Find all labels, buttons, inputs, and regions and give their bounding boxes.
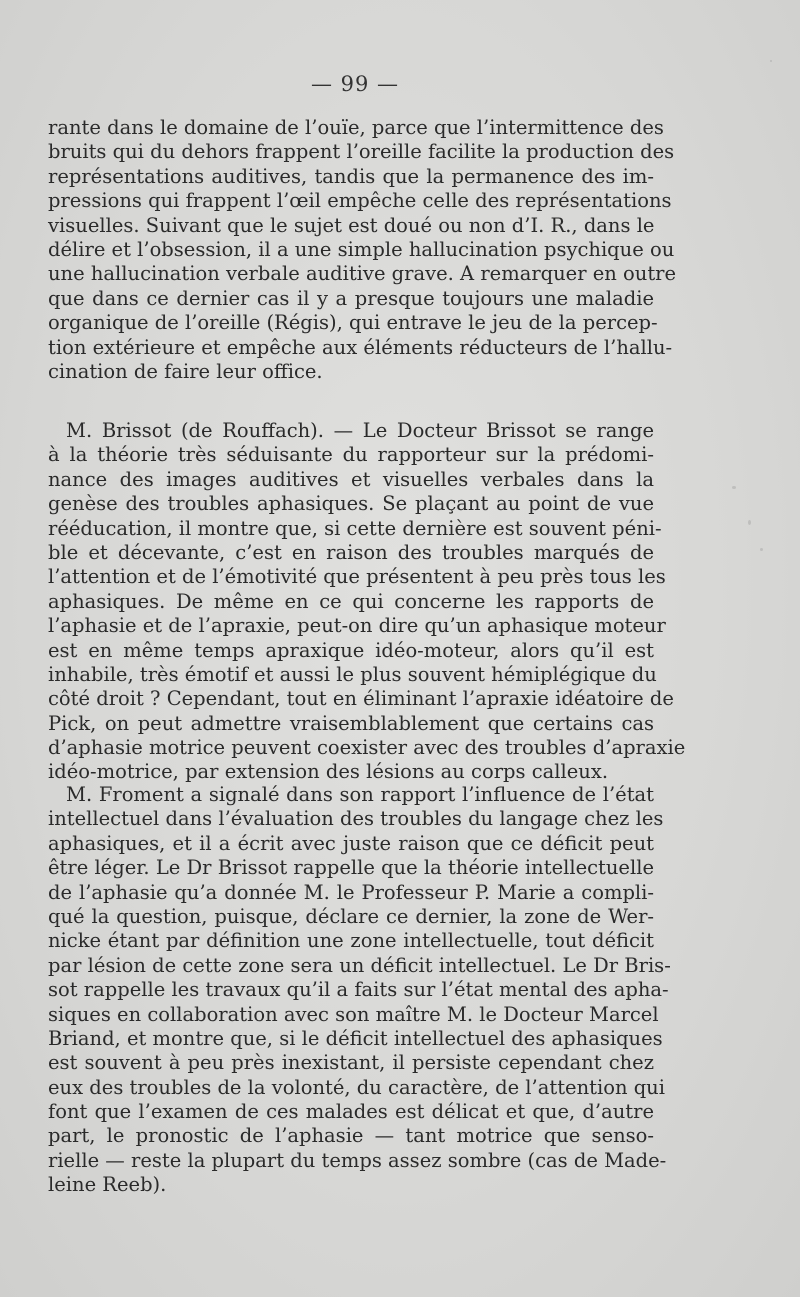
- text-line: de l’aphasie qu’a donnée M. le Professeur P. Marie a compli-: [48, 880, 654, 904]
- text-line: M. Froment a signalé dans son rapport l’influence de l’état: [66, 783, 654, 806]
- text-line: bruits qui du dehors frappent l’oreille facilite la production des: [48, 140, 675, 164]
- text-line: M. Brissot (de Rouffach). — Le Docteur Brissot se range: [66, 419, 654, 442]
- text-line: intellectuel dans l’évaluation des troubles du langage chez les: [48, 807, 664, 831]
- text-line: représentations auditives, tandis que la permanence des im-: [48, 164, 654, 188]
- text-line: par lésion de cette zone sera un déficit intellectuel. Le Dr Bris-: [48, 953, 671, 977]
- paragraph-2: [48, 419, 686, 785]
- text-line: l’aphasie et de l’apraxie, peut-on dire qu’un aphasique moteur: [48, 614, 666, 638]
- text-line: d’aphasie motrice peuvent coexister avec des troubles d’apraxie: [48, 736, 686, 760]
- text-line: est en même temps apraxique idéo-moteur, alors qu’il est: [48, 638, 654, 662]
- text-line: Pick, on peut admettre vraisemblablement que certains cas: [48, 711, 654, 735]
- text-line: genèse des troubles aphasiques. Se plaçant au point de vue: [48, 492, 654, 516]
- text-line: siques en collaboration avec son maître M. le Docteur Marcel: [48, 1002, 659, 1026]
- text-line: que dans ce dernier cas il y a presque toujours une maladie: [48, 286, 654, 310]
- text-line: côté droit ? Cependant, tout en éliminant l’apraxie idéatoire de: [48, 687, 674, 711]
- text-line: part, le pronostic de l’aphasie — tant motrice que senso-: [48, 1124, 654, 1148]
- text-line: rielle — reste la plupart du temps assez sombre (cas de Made-: [48, 1148, 667, 1172]
- text-line: organique de l’oreille (Régis), qui entrave le jeu de la percep-: [48, 311, 658, 335]
- text-line: leine Reeb).: [48, 1173, 167, 1197]
- text-line: inhabile, très émotif et aussi le plus souvent hémiplégique du: [48, 662, 657, 686]
- text-line: pressions qui frappent l’œil empêche celle des représentations: [48, 189, 672, 213]
- text-line: font que l’examen de ces malades est délicat et que, d’autre: [48, 1100, 654, 1124]
- paper-speck: [748, 520, 751, 525]
- text-line: nicke étant par définition une zone intellectuelle, tout déficit: [48, 929, 654, 953]
- paragraph-3: [48, 783, 671, 1198]
- text-line: tion extérieure et empêche aux éléments réducteurs de l’hallu-: [48, 335, 673, 359]
- text-line: idéo-motrice, par extension des lésions au corps calleux.: [48, 760, 609, 784]
- text-line: aphasiques, et il a écrit avec juste raison que ce déficit peut: [48, 831, 654, 855]
- paper-speck: [732, 486, 736, 489]
- text-line: aphasiques. De même en ce qui concerne les rapports de: [48, 589, 654, 613]
- text-line: rééducation, il montre que, si cette dernière est souvent péni-: [48, 516, 662, 540]
- text-line: visuelles. Suivant que le sujet est doué ou non d’I. R., dans le: [48, 213, 655, 237]
- text-line: une hallucination verbale auditive grave. A remarquer en outre: [48, 262, 677, 286]
- text-line: eux des troubles de la volonté, du caractère, de l’attention qui: [48, 1075, 665, 1099]
- text-line: sot rappelle les travaux qu’il a faits sur l’état mental des apha-: [48, 978, 669, 1002]
- paper-speck: [760, 548, 763, 551]
- text-line: Briand, et montre que, si le déficit intellectuel des aphasiques: [48, 1026, 663, 1050]
- paragraph-1: [48, 116, 677, 384]
- paper-speck: [770, 60, 772, 62]
- text-line: délire et l’obsession, il a une simple hallucination psychique ou: [48, 237, 675, 261]
- text-line: ble et décevante, c’est en raison des troubles marqués de: [48, 540, 654, 564]
- page-number: — 99 —: [310, 72, 400, 96]
- text-line: est souvent à peu près inexistant, il persiste cependant chez: [48, 1051, 654, 1075]
- text-line: l’attention et de l’émotivité que présentent à peu près tous les: [48, 565, 666, 589]
- text-line: rante dans le domaine de l’ouïe, parce que l’intermittence des: [48, 116, 664, 139]
- text-line: cination de faire leur office.: [48, 359, 323, 383]
- text-line: nance des images auditives et visuelles verbales dans la: [48, 467, 654, 491]
- text-line: à la théorie très séduisante du rapporteur sur la prédomi-: [48, 443, 654, 467]
- text-line: être léger. Le Dr Brissot rappelle que la théorie intellectuelle: [48, 856, 654, 880]
- text-line: qué la question, puisque, déclare ce dernier, la zone de Wer-: [48, 904, 654, 928]
